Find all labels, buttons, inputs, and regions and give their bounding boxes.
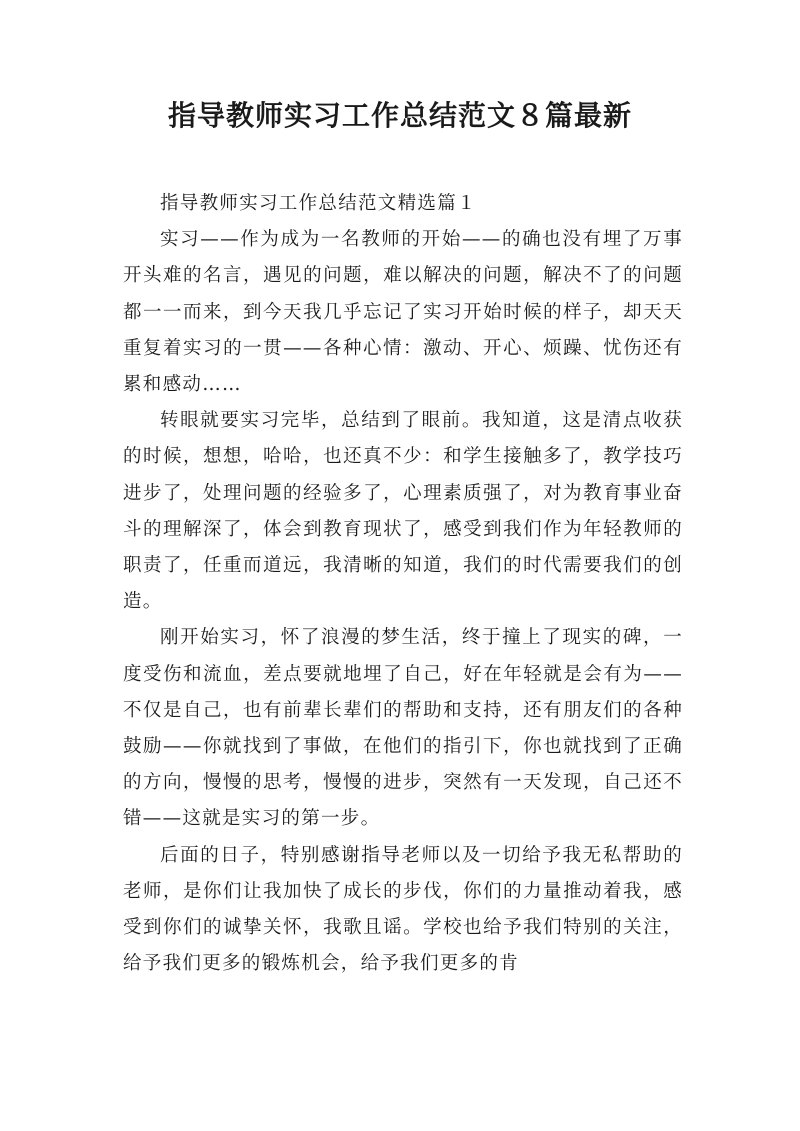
paragraph-4: 后面的日子，特别感谢指导老师以及一切给予我无私帮助的老师，是你们让我加快了成长的步伐，你们的力量推动着我，感受到你们的诚挚关怀，我歌且谣。学校也给予我们特别的关注，给予我们更多的锻炼机会，给予我们更多的肯 (123, 844, 683, 975)
document-body (123, 186, 683, 982)
section-heading: 指导教师实习工作总结范文精选篇１ (160, 193, 477, 214)
document-title: 指导教师实习工作总结范文８篇最新 (167, 99, 632, 132)
paragraph-1: 实习——作为成为一名教师的开始——的确也没有埋了万事开头难的名言，遇见的问题，难以解决的问题，解决不了的问题都一一而来，到今天我几乎忘记了实习开始时候的样子，却天天重复着实习的一贯——各种心情：激动、开心、烦躁、忧伤还有累和感动…… (123, 229, 683, 396)
paragraph-3: 刚开始实习，怀了浪漫的梦生活，终于撞上了现实的碑，一度受伤和流血，差点要就地埋了自己，好在年轻就是会有为——不仅是自己，也有前辈长辈们的帮助和支持，还有朋友们的各种鼓励——你就找到了事做，在他们的指引下，你也就找到了正确的方向，慢慢的思考，慢慢的进步，突然有一天发现，自己还不错——这就是实习的第一步。 (123, 627, 683, 830)
paragraph-2: 转眼就要实习完毕，总结到了眼前。我知道，这是清点收获的时候，想想，哈哈，也还真不少：和学生接触多了，教学技巧进步了，处理问题的经验多了，心理素质强了，对为教育事业奋斗的理解深了，体会到教育现状了，感受到我们作为年轻教师的职责了，任重而道远，我清晰的知道，我们的时代需要我们的创造。 (123, 410, 683, 613)
